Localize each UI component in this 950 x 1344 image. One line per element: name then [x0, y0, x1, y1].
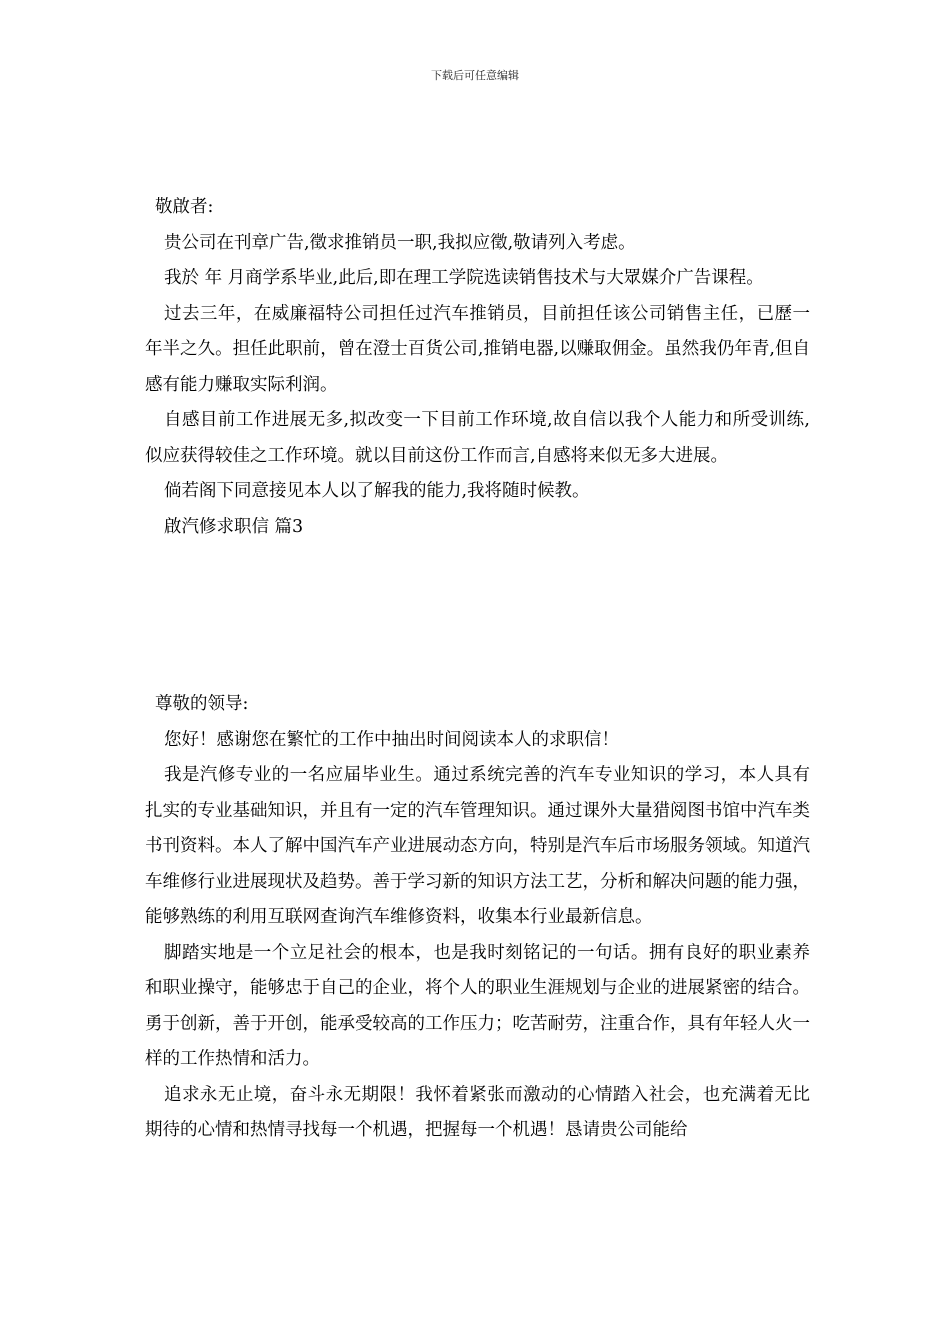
paragraph: 贵公司在刊章广告,徵求推销员一职,我拟应徵,敬请列入考虑。 — [164, 232, 636, 253]
letter-section-1 — [145, 190, 810, 545]
paragraph: 脚踏实地是一个立足社会的根本，也是我时刻铭记的一句话。拥有良好的职业素养和职业操守，能够忠于自己的企业，将个人的职业生涯规划与企业的进展紧密的结合。勇于创新，善于开创，能承受较高的工作压力；吃苦耐劳，注重合作，具有年轻人火一样的工作热情和活力。 — [145, 942, 810, 1069]
paragraph: 倘若阁下同意接见本人以了解我的能力,我将随时候教。 — [164, 481, 590, 501]
header-note: 下载后可任意编辑 — [431, 69, 519, 82]
section-title: 啟汽修求职信 篇3 — [164, 516, 304, 537]
paragraph: 过去三年，在威廉福特公司担任过汽车推销员，目前担任该公司销售主任，已歷一年半之久。担任此职前，曾在澄士百货公司,推销电器,以赚取佣金。虽然我仍年青,但自感有能力赚取实际利润。 — [145, 303, 810, 395]
paragraph: 您好！感谢您在繁忙的工作中抽出时间阅读本人的求职信！ — [164, 729, 619, 750]
letter-section-2 — [145, 687, 810, 1149]
paragraph: 自感目前工作进展无多,拟改变一下目前工作环境,故自信以我个人能力和所受训练,似应获得较佳之工作环境。就以目前这份工作而言,自感将来似无多大进展。 — [145, 410, 810, 466]
paragraph: 我是汽修专业的一名应届毕业生。通过系统完善的汽车专业知识的学习，本人具有扎实的专业基础知识，并且有一定的汽车管理知识。通过课外大量猎阅图书馆中汽车类书刊资料。本人了解中国汽车产业进展动态方向，特别是汽车后市场服务领域。知道汽车维修行业进展现状及趋势。善于学习新的知识方法工艺，分析和解决问题的能力强，能够熟练的利用互联网查询汽车维修资料，收集本行业最新信息。 — [145, 765, 810, 927]
paragraph: 我於 年 月商学系毕业,此后,即在理工学院选读销售技术与大眾媒介广告课程。 — [164, 268, 764, 288]
salutation: 敬啟者: — [155, 197, 214, 217]
paragraph: 追求永无止境，奋斗永无期限！我怀着紧张而激动的心情踏入社会，也充满着无比期待的心情和热情寻找每一个机遇，把握每一个机遇！恳请贵公司能给 — [145, 1084, 810, 1140]
salutation: 尊敬的领导: — [155, 694, 249, 714]
